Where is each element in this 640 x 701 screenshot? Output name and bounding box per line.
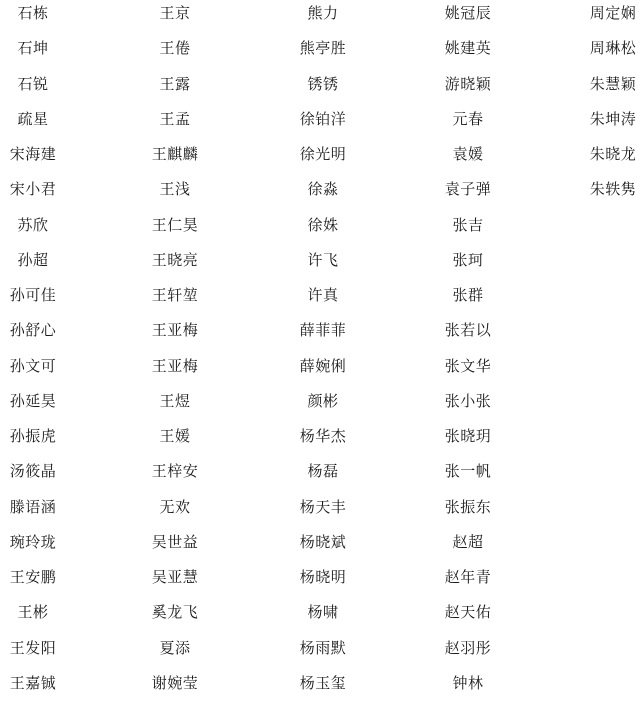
name-cell: 熊力 — [307, 4, 339, 22]
name-cell: 张一帆 — [444, 462, 492, 481]
name-cell: 张群 — [452, 286, 484, 304]
name-cell: 王安鹏 — [9, 568, 57, 586]
name-cell: 张晓玥 — [444, 427, 492, 445]
name-cell: 袁子弹 — [444, 180, 492, 199]
name-column-5 — [558, 0, 640, 208]
name-cell: 张小张 — [444, 391, 492, 410]
name-cell: 王露 — [159, 74, 191, 93]
name-cell: 钟林 — [452, 673, 484, 692]
name-cell: 王嘉铖 — [9, 673, 57, 692]
name-column-2 — [120, 0, 230, 701]
name-cell: 朱慧颖 — [589, 74, 637, 93]
name-column-3 — [268, 0, 378, 701]
name-cell: 石坤 — [17, 39, 49, 58]
name-cell: 滕语涵 — [9, 497, 57, 516]
name-cell: 王媛 — [159, 427, 191, 445]
name-cell: 赵年青 — [444, 568, 492, 586]
name-cell: 朱坤涛 — [589, 109, 637, 128]
name-cell: 徐姝 — [307, 215, 339, 234]
name-column-1 — [0, 0, 88, 701]
name-cell: 奚龙飞 — [151, 603, 199, 622]
name-cell: 王晓亮 — [151, 250, 199, 269]
name-cell: 琬玲珑 — [9, 532, 57, 551]
name-cell: 石栋 — [17, 4, 49, 22]
name-cell: 王发阳 — [9, 638, 57, 657]
name-cell: 王煜 — [159, 391, 191, 410]
name-cell: 张若以 — [444, 321, 492, 340]
name-cell: 无欢 — [159, 497, 191, 516]
name-cell: 徐淼 — [307, 180, 339, 199]
name-cell: 孙可佳 — [9, 286, 57, 304]
name-cell: 王麒麟 — [151, 145, 199, 163]
name-cell: 周定娴 — [589, 4, 637, 22]
name-cell: 孙超 — [17, 250, 49, 269]
name-cell: 王亚梅 — [151, 356, 199, 375]
name-cell: 赵超 — [452, 532, 484, 551]
name-cell: 张吉 — [452, 215, 484, 234]
name-cell: 苏欣 — [17, 215, 49, 234]
name-cell: 杨啸 — [307, 603, 339, 622]
name-cell: 孙延昊 — [9, 391, 57, 410]
name-cell: 赵天佑 — [444, 603, 492, 622]
name-cell: 王轩堃 — [151, 286, 199, 304]
name-cell: 谢婉莹 — [151, 673, 199, 692]
name-cell: 宋小君 — [9, 180, 57, 199]
name-cell: 宋海建 — [9, 145, 57, 163]
name-cell: 杨雨默 — [299, 638, 347, 657]
name-cell: 夏添 — [159, 638, 191, 657]
name-cell: 吴亚慧 — [151, 568, 199, 586]
name-cell: 杨玉玺 — [299, 673, 347, 692]
name-cell: 石锐 — [17, 74, 49, 93]
name-cell: 疏星 — [17, 109, 49, 128]
name-column-4 — [413, 0, 523, 701]
name-cell: 孙舒心 — [9, 321, 57, 340]
name-cell: 徐铂洋 — [299, 109, 347, 128]
name-cell: 汤筱晶 — [9, 462, 57, 481]
name-cell: 杨晓斌 — [299, 532, 347, 551]
name-cell: 杨华杰 — [299, 427, 347, 445]
name-cell: 游晓颖 — [444, 74, 492, 93]
name-cell: 孙文可 — [9, 356, 57, 375]
name-cell: 姚冠辰 — [444, 4, 492, 22]
name-cell: 王梓安 — [151, 462, 199, 481]
name-cell: 孙振虎 — [9, 427, 57, 445]
name-cell: 朱晓龙 — [589, 145, 637, 163]
name-cell: 王仁昊 — [151, 215, 199, 234]
name-cell: 元春 — [452, 109, 484, 128]
name-cell: 杨磊 — [307, 462, 339, 481]
name-cell: 张振东 — [444, 497, 492, 516]
name-cell: 赵羽彤 — [444, 638, 492, 657]
name-cell: 张珂 — [452, 250, 484, 269]
name-cell: 王亚梅 — [151, 321, 199, 340]
name-cell: 杨天丰 — [299, 497, 347, 516]
name-cell: 许飞 — [307, 250, 339, 269]
name-cell: 朱轶隽 — [589, 180, 637, 199]
name-cell: 王彬 — [17, 603, 49, 622]
name-cell: 杨晓明 — [299, 568, 347, 586]
name-cell: 王孟 — [159, 109, 191, 128]
name-cell: 颜彬 — [307, 391, 339, 410]
name-cell: 徐光明 — [299, 145, 347, 163]
name-cell: 许真 — [307, 286, 339, 304]
name-cell: 张文华 — [444, 356, 492, 375]
name-cell: 熊亭胜 — [299, 39, 347, 58]
name-cell: 姚建英 — [444, 39, 492, 58]
name-cell: 周琳松 — [589, 39, 637, 58]
name-cell: 王倦 — [159, 39, 191, 58]
name-cell: 王京 — [159, 4, 191, 22]
name-cell: 锈锈 — [307, 74, 339, 93]
name-cell: 吴世益 — [151, 532, 199, 551]
name-cell: 薛菲菲 — [299, 321, 347, 340]
name-cell: 薛婉俐 — [299, 356, 347, 375]
name-cell: 王浅 — [159, 180, 191, 199]
name-cell: 袁媛 — [452, 145, 484, 163]
